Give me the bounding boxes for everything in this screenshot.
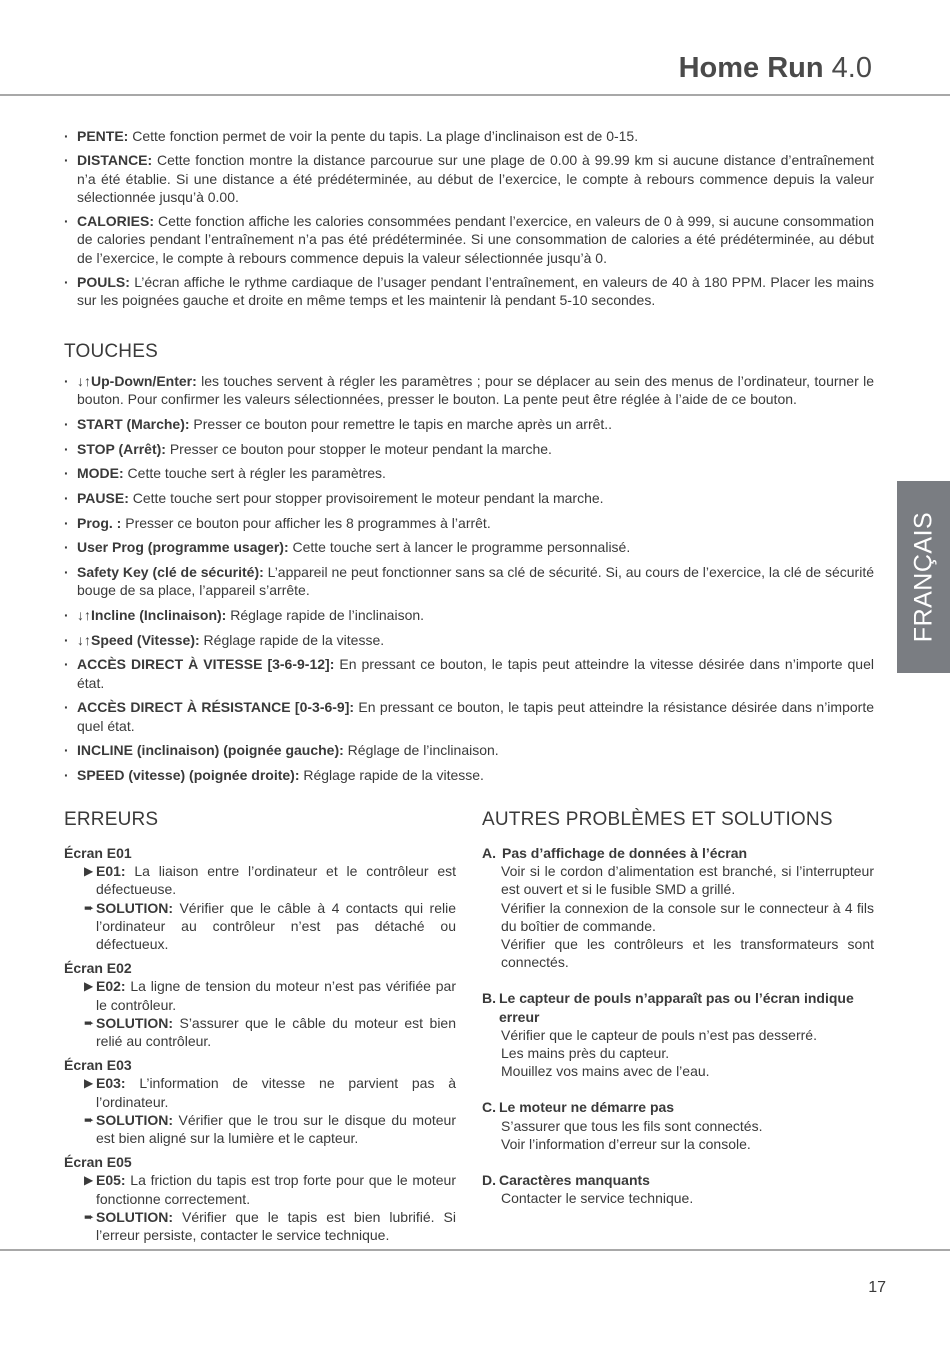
error-screen-title: Écran E03 <box>64 1057 132 1074</box>
error-text: La friction du tapis est trop forte pour que le moteur fonctionne correctement. <box>96 1172 456 1207</box>
item-term: ↓↑Speed (Vitesse): <box>77 631 200 648</box>
problem-c <box>482 1098 874 1153</box>
solution-text: Vérifier que le tapis est bien lubrifié. Si l’erreur persiste, contacter le service technique. <box>96 1208 456 1244</box>
item-term: User Prog (programme usager): <box>77 539 289 556</box>
list-item <box>64 127 874 145</box>
item-term: PENTE: <box>77 128 129 144</box>
autres-heading: AUTRES PROBLÈMES ET SOLUTIONS <box>482 809 833 830</box>
language-tab <box>897 481 950 673</box>
list-item <box>64 489 874 507</box>
list-item <box>64 464 874 482</box>
solution-label: SOLUTION: <box>96 1208 173 1225</box>
problem-title <box>482 1098 874 1116</box>
triangle-right-icon: ▶ <box>84 864 94 879</box>
problem-line: Vérifier que le capteur de pouls n’est pas desserré. <box>501 1026 817 1043</box>
item-text: Cette fonction montre la distance parcourue sur une plage de 0.00 à 99.99 km si aucune distance d’entraînement n’a été établie. Si une distance a été prédéterminée, au début de l’exercice, le compte à rebours commence depuis la valeur sélectionnée jusqu’à 0.00. <box>77 152 874 205</box>
problem-title-text: Pas d’affichage de données à l’écran <box>502 845 748 861</box>
item-term: ↓↑Incline (Inclinaison): <box>77 607 227 624</box>
document-title <box>679 52 872 85</box>
item-term: DISTANCE: <box>77 152 153 169</box>
item-text: Cette touche sert à régler les paramètres. <box>123 465 386 482</box>
item-text: L’écran affiche le rythme cardiaque de l’usager pendant l’entraînement, en valeurs de 40 à 180 PPM. Placer les mains sur les poignées gauche et droite en même temps et les maintenir là pendant 5-10 secondes. <box>77 274 874 309</box>
error-block-e01 <box>64 844 456 953</box>
problem-a <box>482 844 874 971</box>
list-item <box>64 151 874 206</box>
footer-divider <box>0 1249 950 1251</box>
error-description <box>64 862 456 898</box>
list-item <box>64 631 874 649</box>
problem-body <box>482 1026 874 1081</box>
problem-line: Vérifier la connexion de la console sur le connecteur à 4 fils du boîtier de commande. <box>501 899 874 934</box>
problem-letter: D. <box>482 1172 496 1189</box>
error-solution <box>64 1111 456 1147</box>
solution-label: SOLUTION: <box>96 1014 173 1031</box>
item-term: INCLINE (inclinaison) (poignée gauche): <box>77 742 344 759</box>
problem-body <box>482 862 874 971</box>
display-functions-section <box>64 127 874 316</box>
page-number: 17 <box>868 1279 886 1296</box>
item-term: PAUSE: <box>77 490 129 507</box>
problem-line: Contacter le service technique. <box>501 1190 694 1207</box>
problem-line: Les mains près du capteur. <box>501 1045 670 1062</box>
problem-letter: B. <box>482 990 496 1007</box>
item-term: ACCÈS DIRECT À RÉSISTANCE [0-3-6-9]: <box>77 699 355 716</box>
touches-section <box>64 372 874 791</box>
problem-letter: C. <box>482 1099 496 1116</box>
error-block-e03 <box>64 1056 456 1147</box>
touches-list <box>64 372 874 784</box>
error-code: E05: <box>96 1172 126 1189</box>
item-text: Cette touche sert à lancer le programme personnalisé. <box>288 539 631 556</box>
problem-title-text: Le moteur ne démarre pas <box>499 1099 675 1116</box>
item-term: SPEED (vitesse) (poignée droite): <box>77 767 300 784</box>
item-text: Cette fonction affiche les calories consommées pendant l’exercice, en valeurs de 0 à 999, si aucune consommation de calories pendant l’entraînement n’a pas été prédéterminée. Si une consommation de calories a été prédéterminée, au début de l’exercice, le compte à rebours commence depuis la valeur sélectionnée jusqu’à 0. <box>77 213 874 266</box>
problem-body <box>482 1189 874 1207</box>
autres-column <box>482 844 874 1225</box>
document-title-version: 4.0 <box>831 52 872 84</box>
item-text: Presser ce bouton pour afficher les 8 programmes à l’arrêt. <box>121 514 491 531</box>
item-text: Cette fonction permet de voir la pente du tapis. La plage d’inclinaison est de 0-15. <box>128 128 639 144</box>
problem-title <box>482 844 874 862</box>
error-code: E02: <box>96 978 126 995</box>
list-item <box>64 698 874 735</box>
list-item <box>64 563 874 600</box>
problem-line: Vérifier que les contrôleurs et les transformateurs sont connectés. <box>501 936 874 971</box>
item-term: STOP (Arrêt): <box>77 440 166 457</box>
error-code: E01: <box>96 863 126 880</box>
arrow-right-icon: ➨ <box>84 1015 95 1030</box>
error-code: E03: <box>96 1075 126 1092</box>
document-title-brand: Home Run <box>678 52 824 84</box>
erreurs-heading: ERREURS <box>64 809 159 830</box>
touches-heading: TOUCHES <box>64 341 158 362</box>
problem-title <box>482 1171 874 1189</box>
triangle-right-icon: ▶ <box>84 1076 94 1091</box>
list-item <box>64 514 874 532</box>
arrow-right-icon: ➨ <box>84 1112 95 1127</box>
item-text: En pressant ce bouton, le tapis peut atteindre la vitesse désirée dans n’importe quel état. <box>77 656 874 691</box>
item-term: CALORIES: <box>77 213 154 230</box>
item-text: Réglage de l’inclinaison. <box>343 742 499 759</box>
problem-title-text: Le capteur de pouls n’apparaît pas ou l’écran indique erreur <box>499 990 854 1025</box>
list-item <box>64 372 874 409</box>
item-text: Réglage rapide de la vitesse. <box>199 631 385 648</box>
item-term: Prog. : <box>77 514 122 531</box>
solution-label: SOLUTION: <box>96 899 173 916</box>
item-term: MODE: <box>77 465 124 482</box>
list-item <box>64 741 874 759</box>
error-text: La liaison entre l’ordinateur et le contrôleur est défectueuse. <box>96 863 456 898</box>
list-item <box>64 606 874 624</box>
arrow-right-icon: ➨ <box>84 1209 95 1224</box>
error-solution <box>64 1014 456 1050</box>
erreurs-column <box>64 844 456 1250</box>
error-screen-title: Écran E01 <box>64 845 132 861</box>
error-description <box>64 1074 456 1110</box>
solution-text: Vérifier que le trou sur le disque du moteur est bien aligné sur la lumière et le capteur. <box>96 1111 456 1147</box>
arrow-right-icon: ➨ <box>84 900 95 915</box>
item-text: Cette touche sert pour stopper provisoirement le moteur pendant la marche. <box>128 490 604 507</box>
item-text: Presser ce bouton pour stopper le moteur pendant la marche. <box>165 440 552 457</box>
problem-line: Mouillez vos mains avec de l’eau. <box>501 1063 710 1080</box>
problem-letter: A. <box>482 845 496 861</box>
item-term: ACCÈS DIRECT À VITESSE [3-6-9-12]: <box>77 656 335 673</box>
list-item <box>64 273 874 310</box>
error-description <box>64 1171 456 1207</box>
solution-text: S’assurer que le câble du moteur est bien relié au contrôleur. <box>96 1014 456 1050</box>
error-screen-title: Écran E02 <box>64 960 132 977</box>
list-item <box>64 538 874 556</box>
error-text: L’information de vitesse ne parvient pas à l’ordinateur. <box>96 1075 456 1110</box>
item-term: START (Marche): <box>77 415 190 432</box>
error-block-e05 <box>64 1153 456 1244</box>
list-item <box>64 440 874 458</box>
problem-line: Voir l’information d’erreur sur la console. <box>501 1135 751 1152</box>
error-text: La ligne de tension du moteur n’est pas vérifiée par le contrôleur. <box>96 978 456 1013</box>
error-description <box>64 977 456 1013</box>
item-term: Safety Key (clé de sécurité): <box>77 564 264 581</box>
display-functions-list <box>64 127 874 310</box>
error-block-e02 <box>64 959 456 1050</box>
error-solution <box>64 1208 456 1244</box>
problem-d <box>482 1171 874 1207</box>
solution-label: SOLUTION: <box>96 1111 173 1128</box>
header-divider <box>0 94 950 96</box>
item-text: En pressant ce bouton, le tapis peut atteindre la résistance désirée dans n’importe quel état. <box>77 699 874 734</box>
triangle-right-icon: ▶ <box>84 1173 94 1188</box>
item-term: ↓↑Up-Down/Enter: <box>77 373 197 389</box>
triangle-right-icon: ▶ <box>84 979 94 994</box>
problem-b <box>482 989 874 1080</box>
solution-text: Vérifier que le câble à 4 contacts qui relie l’ordinateur au contrôleur n’est pas détaché ou défectueux. <box>96 899 456 953</box>
problem-body <box>482 1117 874 1153</box>
item-text: Réglage rapide de la vitesse. <box>299 767 484 784</box>
problem-title-text: Caractères manquants <box>499 1172 650 1189</box>
problem-line: S’assurer que tous les fils sont connectés. <box>501 1117 763 1134</box>
error-screen-title: Écran E05 <box>64 1154 132 1171</box>
item-text: Presser ce bouton pour remettre le tapis en marche après un arrêt.. <box>189 415 613 432</box>
list-item <box>64 766 874 784</box>
list-item <box>64 212 874 267</box>
list-item <box>64 415 874 433</box>
item-text: Réglage rapide de l’inclinaison. <box>226 607 425 624</box>
item-term: POULS: <box>77 274 130 291</box>
error-solution <box>64 899 456 954</box>
list-item <box>64 655 874 692</box>
language-tab-label: FRANÇAIS <box>909 511 937 643</box>
item-text: L’appareil ne peut fonctionner sans sa clé de sécurité. Si, au cours de l’exercice, la clé de sécurité bouge de sa place, l’appareil s’arrête. <box>77 564 875 599</box>
item-text: les touches servent à régler les paramètres ; pour se déplacer au sein des menus de l’ordinateur, tourner le bouton. Pour confirmer les valeurs sélectionnées, presser le bouton. La pente peut être réglée à l’aide de ce bouton. <box>77 373 874 408</box>
problem-line: Voir si le cordon d’alimentation est branché, si l’interrupteur est ouvert et si le fusible SMD a grillé. <box>501 863 874 898</box>
problem-title <box>482 989 874 1025</box>
